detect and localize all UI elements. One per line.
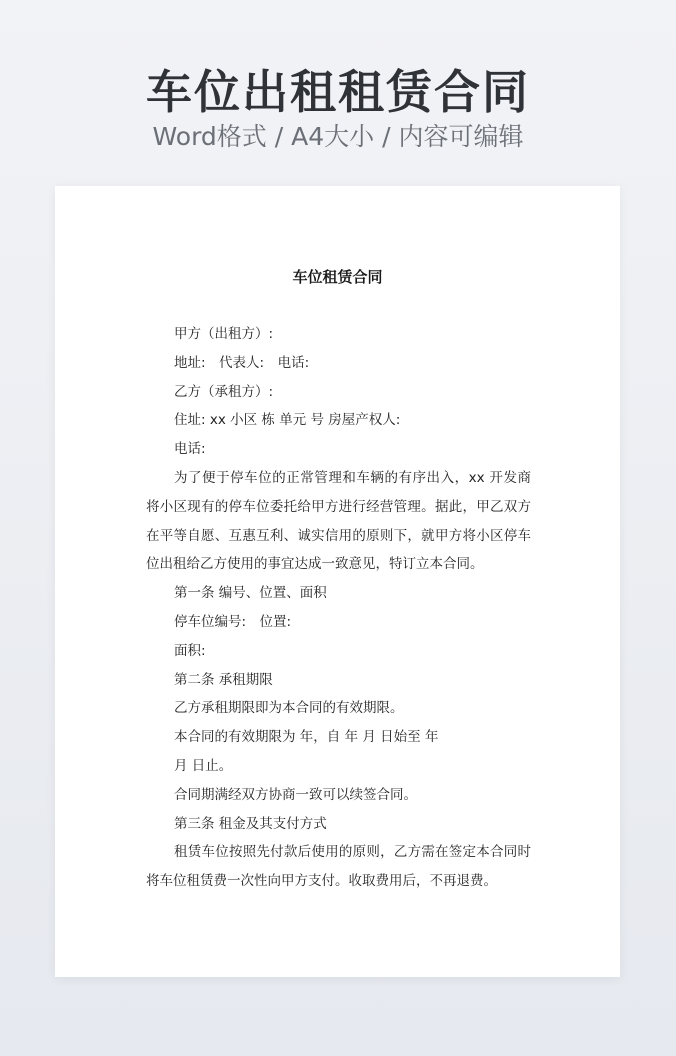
document-body [146, 320, 531, 896]
article-1-heading: 第一条 编号、位置、面积 [174, 585, 327, 602]
article-3-heading: 第三条 租金及其支付方式 [174, 815, 327, 832]
banner-subtitle: Word格式 / A4大小 / 内容可编辑 [152, 122, 524, 151]
term-line-1: 乙方承租期限即为本合同的有效期限。 [174, 700, 404, 717]
parking-number-line: 停车位编号: 位置: [174, 613, 292, 630]
party-b-line: 乙方（承租方）: [174, 383, 274, 400]
document-page [55, 186, 620, 977]
party-a-address-line: 地址: 代表人: 电话: [174, 354, 310, 371]
party-a-line: 甲方（出租方）: [174, 326, 274, 342]
area-line: 面积: [174, 642, 206, 659]
term-line-2: 本合同的有效期限为 年，自 年 月 日始至 年 [174, 729, 439, 746]
party-b-address-line: 住址: xx 小区 栋 单元 号 房屋产权人: [174, 412, 401, 429]
term-line-3: 月 日止。 [174, 757, 233, 774]
document-title: 车位租赁合同 [292, 268, 383, 286]
payment-paragraph: 租赁车位按照先付款后使用的原则，乙方需在签定本合同时将车位租赁费一次性向甲方支付。收取费用后，不再退费。 [146, 844, 531, 890]
party-b-phone-line: 电话: [174, 441, 206, 458]
article-2-heading: 第二条 承租期限 [174, 671, 273, 688]
header-banner [0, 0, 676, 186]
banner-title: 车位出租租赁合同 [146, 65, 530, 119]
term-line-4: 合同期满经双方协商一致可以续签合同。 [174, 786, 417, 803]
preamble-paragraph: 为了便于停车位的正常管理和车辆的有序出入，xx 开发商将小区现有的停车位委托给甲方进行经营管理。据此，甲乙双方在平等自愿、互惠互利、诚实信用的原则下，就甲方将小区停车位出租给乙方使用的事宜达成一致意见，特订立本合同。 [146, 469, 531, 573]
